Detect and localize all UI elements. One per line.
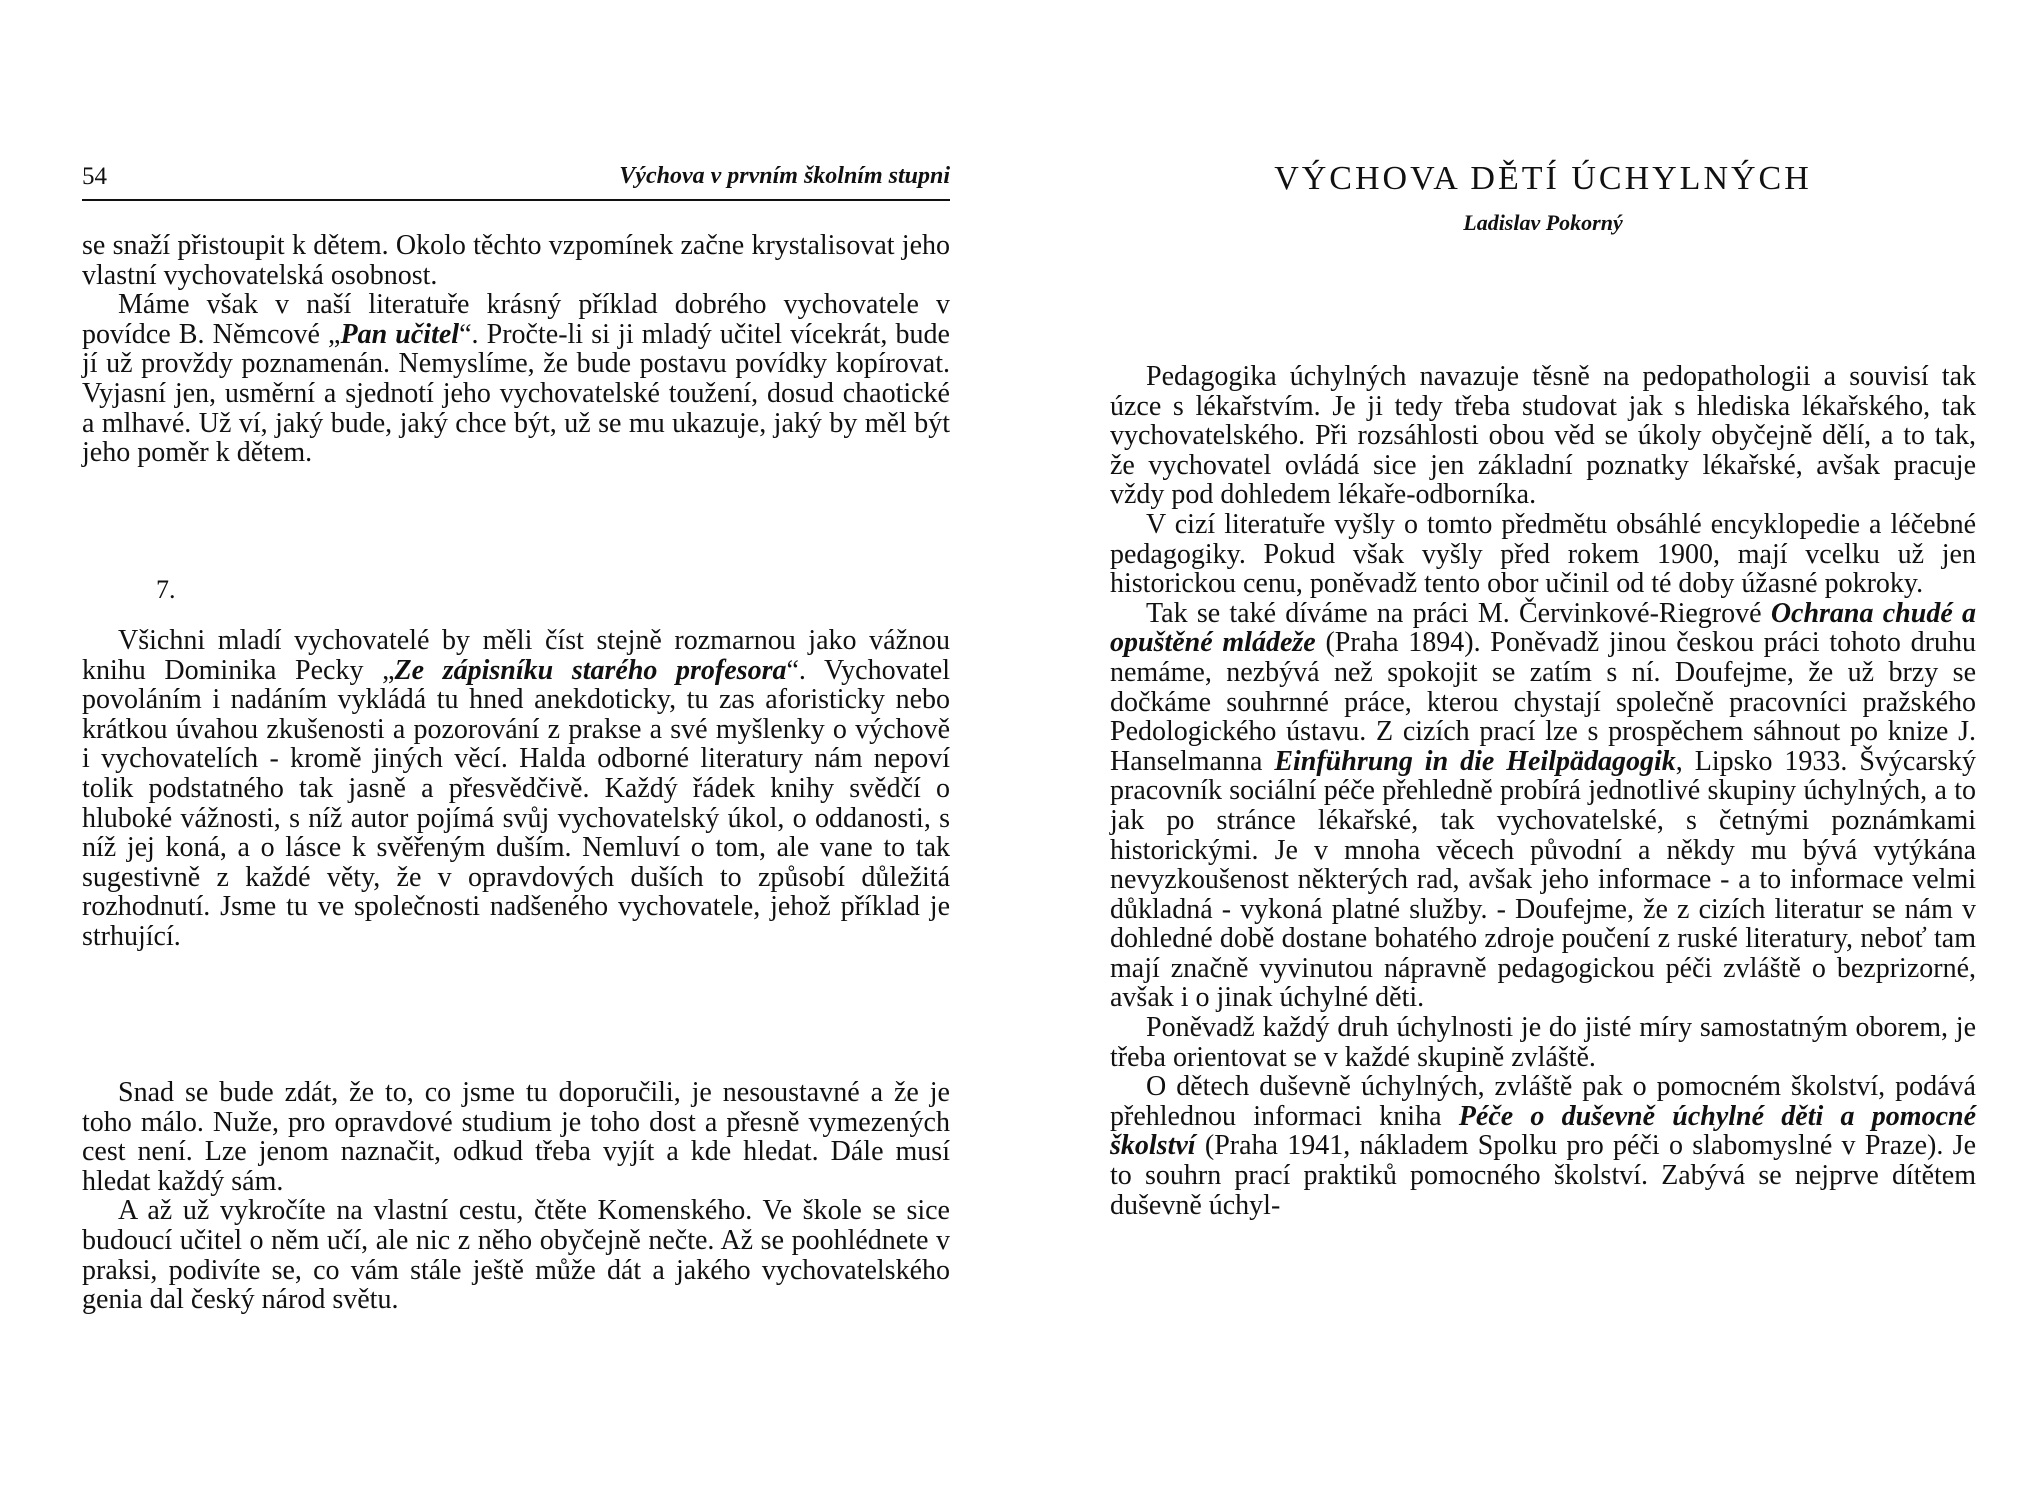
paragraph (1110, 362, 1976, 510)
chapter-author: Ladislav Pokorný (1463, 210, 1623, 235)
right-text-block-1 (1110, 362, 1976, 1220)
left-text-block-2 (82, 626, 950, 952)
italic-title: Ze zápisníku starého profesora (394, 654, 787, 686)
italic-title: Pan učitel (340, 318, 460, 350)
paragraph (1110, 1013, 1976, 1072)
paragraph (82, 1078, 950, 1196)
paragraph (82, 231, 950, 290)
paragraph (1110, 1072, 1976, 1220)
text-run: Všichni mladí vychovatelé by měli číst stejně rozmarnou jako vážnou knihu Dominika Pecky „ (82, 625, 950, 686)
text-run: (Praha 1894). Poněvadž jinou českou práci tohoto druhu nemáme, nezbývá než spokojit se zatím s ní. Doufejme, že už brzy se dočkáme souhrnné práce, kterou chystají společně pracovníci pražského Pedologického ústavu. Z cizích prací lze s prospěchem sáhnout po knize J. Hanselmanna (1110, 627, 1976, 777)
left-text-block-3 (82, 1078, 950, 1315)
text-run: Pedagogika úchylných navazuje těsně na pedopathologii a souvisí tak úzce s lékařstvím. Je ji tedy třeba studovat jak s hlediska lékařského, tak vychovatelského. Při rozsáhlosti obou věd se úkoly obyčejně dělí, a to tak, že vychovatel ovládá sice jen základní poznatky lékařské, avšak pracuje vždy pod dohledem lékaře-odborníka. (1110, 361, 1976, 511)
section-number: 7. (156, 575, 176, 604)
text-run: V cizí literatuře vyšly o tomto předmětu obsáhlé encyklopedie a léčebné pedagogiky. Pokud však vyšly před rokem 1900, mají vcelku už jen historickou cenu, poněvadž tento obor učinil od té doby úžasné pokroky. (1110, 508, 1976, 600)
running-head (82, 163, 950, 201)
italic-title: Einführung in die Heilpädagogik (1274, 745, 1676, 777)
paragraph (82, 1196, 950, 1314)
text-run: (Praha 1941, nákladem Spolku pro péči o slabomyslné v Praze). Je to souhrn prací praktiků pomocného školství. Zabývá se nejprve dítětem duševně úchyl- (1110, 1130, 1976, 1221)
paragraph (82, 290, 950, 468)
italic-title: Ochrana chudé a opuštěné mládeže (1110, 597, 1976, 659)
italic-title: Péče o duševně úchylné děti a pomocné školství (1110, 1100, 1976, 1162)
page-number: 54 (82, 163, 107, 190)
text-run: “. Pročte-li si ji mladý učitel vícekrát, bude jí už provždy poznamenán. Nemyslíme, že bude postavu povídky kopírovat. Vyjasní jen, usměrní a sjednotí jeho vychovatelské toužení, dosud chaotické a mlhavé. Už ví, jaký bude, jaký chce být, už se mu ukazuje, jaký by měl být jeho poměr k dětem. (82, 318, 950, 469)
text-run: O dětech duševně úchylných, zvláště pak o pomocném školství, podává přehlednou informaci kniha (1110, 1071, 1976, 1132)
text-run: se snaží přistoupit k dětem. Okolo těchto vzpomínek začne krystalisovat jeho vlastní vychovatelská osobnost. (82, 230, 950, 291)
paragraph (82, 626, 950, 952)
text-run: A až už vykročíte na vlastní cestu, čtěte Komenského. Ve škole se sice budoucí učitel o něm učí, ale nic z něho obyčejně nečte. Až se poohlédnete v praksi, podivíte se, co vám stále ještě může dát a jakého vychovatelského genia dal český národ světu. (82, 1195, 950, 1316)
chapter-title: VÝCHOVA DĚTÍ ÚCHYLNÝCH (1274, 160, 1812, 197)
paragraph (1110, 599, 1976, 1013)
text-run: Poněvadž každý druh úchylnosti je do jisté míry samostatným oborem, je třeba orientovat se v každé skupině zvláště. (1110, 1012, 1976, 1073)
running-title: Výchova v prvním školním stupni (619, 163, 950, 189)
text-run: , Lipsko 1933. Švýcarský pracovník sociální péče přehledně probírá jednotlivé skupiny úchylných, a to jak po stránce lékařské, tak vychovatelské, s četnými poznámkami historickými. Je v mnoha věcech původní a někdy mu bývá vytýkána nevyzkoušenost některých rad, avšak jeho informace - a to informace velmi důkladná - vykoná platné služby. - Doufejme, že z cizích literatur se nám v dohledné době dostane bohatého zdroje poučení z ruské literatury, neboť tam mají značně vyvinutou nápravně pedagogickou péči zvláště o bezprizorné, avšak i o jinak úchylné děti. (1110, 745, 1977, 1014)
text-run: Tak se také díváme na práci M. Červinkové-Riegrové (1146, 597, 1771, 629)
text-run: Snad se bude zdát, že to, co jsme tu doporučili, je nesoustavné a že je toho málo. Nuže, pro opravdové studium je toho dost a přesně vymezených cest není. Lze jenom naznačit, odkud třeba vyjít a kde hledat. Dále musí hledat každý sám. (82, 1077, 950, 1197)
text-run: Máme však v naší literatuře krásný příklad dobrého vychovatele v povídce B. Němcové „ (82, 289, 950, 350)
paragraph (1110, 510, 1976, 599)
text-run: “. Vychovatel povoláním i nadáním vykládá tu hned anekdoticky, tu zas aforisticky nebo krátkou úvahou zkušenosti a pozorování z prakse a své myšlenky o výchově i vychovatelích - kromě jiných věcí. Halda odborné literatury nám nepoví tolik podstatného tak jasně a přesvědčivě. Každý řádek knihy svědčí o hluboké vážnosti, s níž autor pojímá svůj vychovatelský úkol, o oddanosti, s níž jej koná, a o lásce k svěřeným duším. Nemluví o tom, ale vane to tak sugestivně z každé věty, že v opravdových duších to způsobí důležitá rozhodnutí. Jsme tu ve společnosti nadšeného vychovatele, jehož příklad je strhující. (82, 654, 950, 952)
left-text-block-1 (82, 231, 950, 468)
